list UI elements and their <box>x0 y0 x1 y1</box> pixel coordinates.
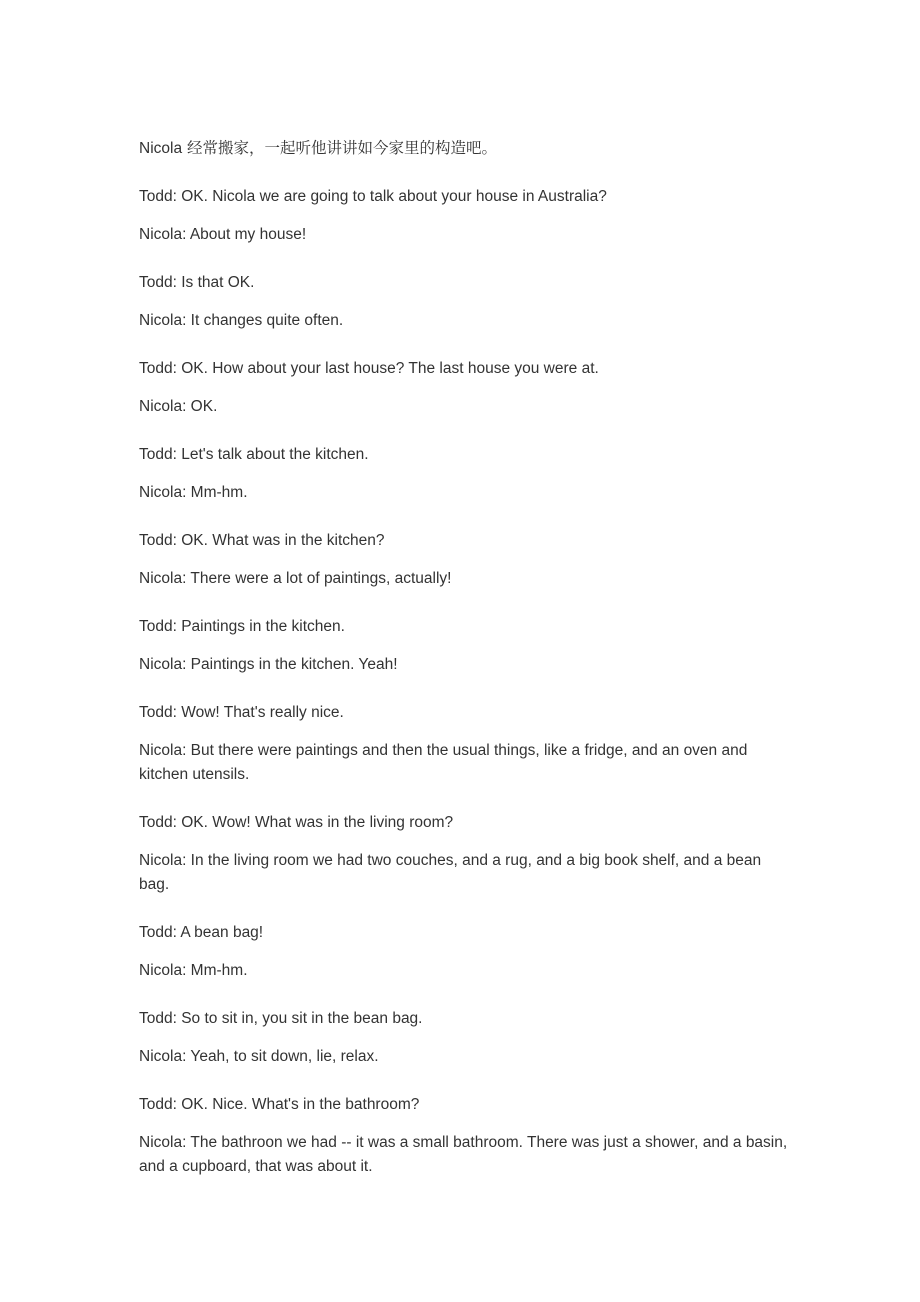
dialogue-line-nicola: Nicola: Yeah, to sit down, lie, relax. <box>139 1048 379 1065</box>
intro-line <box>139 136 789 161</box>
dialogue-line-nicola: Nicola: But there were paintings and then the usual things, like a fridge, and an oven and kitchen utensils. <box>139 742 748 783</box>
exchange <box>139 811 789 897</box>
dialogue-line-todd: Todd: Paintings in the kitchen. <box>139 618 345 635</box>
dialogue-line-todd: Todd: Wow! That's really nice. <box>139 704 344 721</box>
dialogue-line-nicola: Nicola: The bathroon we had -- it was a small bathroom. There was just a shower, and a basin, and a cupboard, that was about it. <box>139 1134 788 1175</box>
dialogue-line-todd: Todd: OK. How about your last house? The last house you were at. <box>139 360 599 377</box>
intro-speaker: Nicola <box>139 140 183 157</box>
exchange <box>139 1093 789 1179</box>
exchange <box>139 615 789 677</box>
intro-text: 经常搬家，一起听他讲讲如今家里的构造吧。 <box>182 139 498 157</box>
exchange <box>139 357 789 419</box>
exchange <box>139 1007 789 1069</box>
dialogue-line-todd: Todd: OK. Nicola we are going to talk about your house in Australia? <box>139 188 607 205</box>
dialogue-line-todd: Todd: OK. Wow! What was in the living room? <box>139 814 454 831</box>
dialogue-line-nicola: Nicola: In the living room we had two couches, and a rug, and a big book shelf, and a bean bag. <box>139 852 762 893</box>
exchange <box>139 921 789 983</box>
dialogue-line-todd: Todd: So to sit in, you sit in the bean bag. <box>139 1010 423 1027</box>
dialogue-line-nicola: Nicola: About my house! <box>139 226 307 243</box>
dialogue-line-nicola: Nicola: There were a lot of paintings, actually! <box>139 570 452 587</box>
dialogue-line-todd: Todd: A bean bag! <box>139 924 264 941</box>
dialogue-line-nicola: Nicola: It changes quite often. <box>139 312 344 329</box>
exchange <box>139 443 789 505</box>
exchange <box>139 271 789 333</box>
transcript <box>139 136 789 1203</box>
exchange <box>139 529 789 591</box>
dialogue-line-nicola: Nicola: Mm-hm. <box>139 962 248 979</box>
dialogue-line-todd: Todd: OK. What was in the kitchen? <box>139 532 385 549</box>
dialogue-line-nicola: Nicola: Mm-hm. <box>139 484 248 501</box>
exchange <box>139 185 789 247</box>
dialogue-line-nicola: Nicola: Paintings in the kitchen. Yeah! <box>139 656 398 673</box>
dialogue-line-nicola: Nicola: OK. <box>139 398 218 415</box>
dialogue-line-todd: Todd: Is that OK. <box>139 274 255 291</box>
dialogue-line-todd: Todd: Let's talk about the kitchen. <box>139 446 369 463</box>
exchange <box>139 701 789 787</box>
dialogue-line-todd: Todd: OK. Nice. What's in the bathroom? <box>139 1096 420 1113</box>
